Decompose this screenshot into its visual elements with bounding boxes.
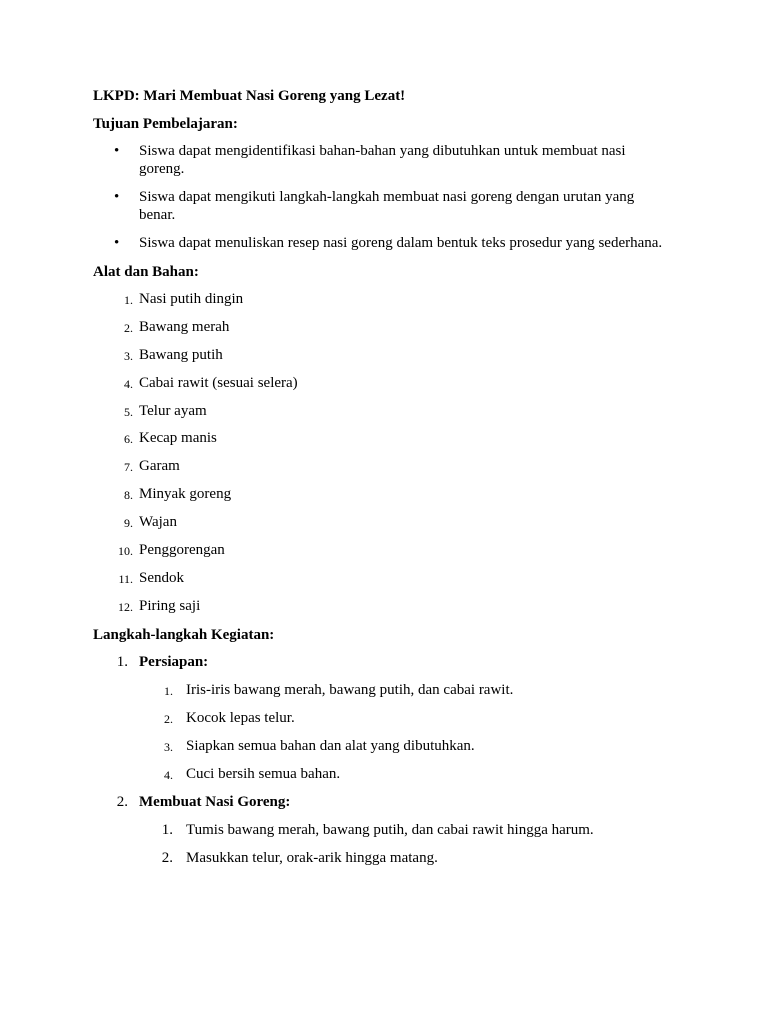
- bullet-icon: •: [114, 235, 120, 251]
- list-number: 7.: [124, 460, 133, 475]
- list-number: 1.: [161, 821, 173, 838]
- list-item-text: Sendok: [139, 569, 184, 586]
- list-item-text: Siswa dapat menuliskan resep nasi goreng dalam bentuk teks prosedur yang sederhana.: [139, 235, 663, 251]
- list-item-text: Bawang putih: [139, 346, 223, 363]
- list-item: [93, 485, 673, 503]
- list-item-text: Nasi putih dingin: [139, 291, 244, 307]
- list-item: [93, 374, 673, 392]
- list-item-text: Iris-iris bawang merah, bawang putih, dan cabai rawit.: [186, 681, 514, 698]
- bullet-icon: •: [114, 189, 120, 205]
- document-title: LKPD: Mari Membuat Nasi Goreng yang Lezat!: [93, 88, 406, 104]
- list-item-text: Minyak goreng: [139, 486, 232, 503]
- list-item: [93, 597, 673, 615]
- list-item-text: Siapkan semua bahan dan alat yang dibutuhkan.: [186, 737, 475, 754]
- list-item-text: Garam: [139, 458, 180, 475]
- list-item: [93, 234, 673, 252]
- document-page: [93, 86, 673, 877]
- list-item: [93, 681, 673, 699]
- list-item-text: Bawang merah: [139, 318, 230, 335]
- list-number: 2.: [124, 320, 133, 335]
- step-heading: [93, 793, 673, 811]
- list-item: [93, 142, 673, 178]
- list-number: 3.: [124, 348, 133, 363]
- list-item-text: Cuci bersih semua bahan.: [186, 765, 341, 782]
- list-item: [93, 290, 673, 308]
- list-number: 2.: [164, 711, 173, 726]
- list-number: 3.: [164, 739, 173, 754]
- list-item: [93, 318, 673, 336]
- list-number: 10.: [118, 544, 133, 559]
- list-number: 5.: [124, 404, 133, 419]
- alat-bahan-list: [93, 290, 673, 615]
- step-title: Persiapan:: [139, 653, 209, 670]
- list-number: 12.: [118, 599, 133, 614]
- list-number: 1.: [164, 683, 173, 698]
- list-item-text: Siswa dapat mengikuti langkah-langkah membuat nasi goreng dengan urutan yang benar.: [139, 189, 635, 223]
- list-number: 8.: [124, 488, 133, 503]
- list-item: [93, 541, 673, 559]
- step-item: [93, 793, 673, 867]
- step-title: Membuat Nasi Goreng:: [139, 793, 291, 810]
- list-item-text: Masukkan telur, orak-arik hingga matang.: [186, 849, 438, 866]
- list-item: [93, 429, 673, 447]
- list-number: 2.: [161, 849, 173, 866]
- tujuan-heading: Tujuan Pembelajaran:: [93, 116, 238, 132]
- list-number: 4.: [164, 767, 173, 782]
- list-item: [93, 709, 673, 727]
- list-item: [93, 402, 673, 420]
- list-item-text: Wajan: [139, 514, 177, 531]
- list-number: 4.: [124, 376, 133, 391]
- list-item-text: Cabai rawit (sesuai selera): [139, 374, 298, 391]
- list-number: 9.: [124, 516, 133, 531]
- list-item: [93, 188, 673, 224]
- step-number: 1.: [116, 653, 128, 670]
- list-item: [93, 513, 673, 531]
- langkah-list: [93, 653, 673, 867]
- substep-list: [93, 681, 673, 783]
- list-item-text: Tumis bawang merah, bawang putih, dan cabai rawit hingga harum.: [186, 821, 594, 838]
- tujuan-list: [93, 142, 673, 252]
- alat-bahan-heading: Alat dan Bahan:: [93, 264, 199, 280]
- list-item: [93, 821, 673, 839]
- list-item: [93, 457, 673, 475]
- list-item-text: Kocok lepas telur.: [186, 709, 295, 726]
- list-item: [93, 346, 673, 364]
- list-item-text: Telur ayam: [139, 402, 207, 419]
- list-item-text: Piring saji: [139, 597, 201, 614]
- list-item: [93, 569, 673, 587]
- list-item: [93, 849, 673, 867]
- list-number: 11.: [118, 571, 133, 586]
- step-heading: [93, 653, 673, 671]
- list-item-text: Siswa dapat mengidentifikasi bahan-bahan yang dibutuhkan untuk membuat nasi goreng.: [139, 143, 626, 177]
- list-item: [93, 737, 673, 755]
- step-item: [93, 653, 673, 783]
- list-item-text: Penggorengan: [139, 542, 225, 559]
- langkah-heading: Langkah-langkah Kegiatan:: [93, 626, 275, 643]
- list-item: [93, 765, 673, 783]
- bullet-icon: •: [114, 143, 120, 159]
- substep-list: [93, 821, 673, 867]
- list-number: 6.: [124, 432, 133, 447]
- list-number: 1.: [124, 293, 133, 307]
- list-item-text: Kecap manis: [139, 430, 217, 447]
- step-number: 2.: [116, 793, 128, 810]
